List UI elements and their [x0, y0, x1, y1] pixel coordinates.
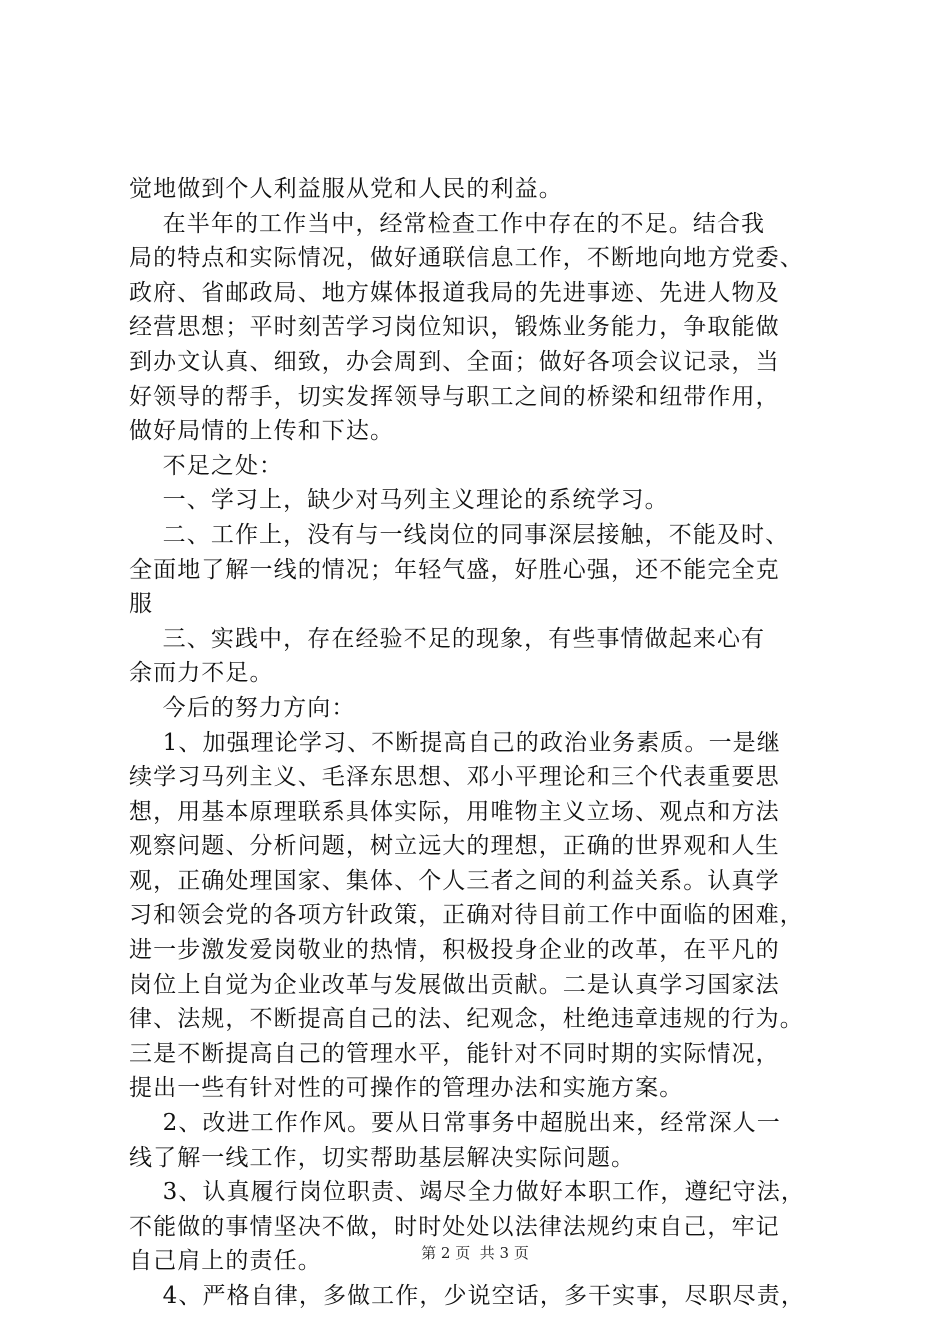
text-line: 进一步激发爱岗敬业的热情，积极投身企业的改革，在平凡的	[129, 937, 780, 964]
text-line: 全面地了解一线的情况；年轻气盛，好胜心强，还不能完全克	[129, 556, 780, 583]
text-line: 不能做的事情坚决不做，时时处处以法律法规约束自己，牢记	[129, 1213, 780, 1240]
text-line: 线了解一线工作，切实帮助基层解决实际问题。	[129, 1144, 636, 1171]
text-line: 律、法规，不断提高自己的法、纪观念，杜绝违章违规的行为。	[129, 1006, 804, 1033]
text-line: 想，用基本原理联系具体实际，用唯物主义立场、观点和方法	[129, 798, 780, 825]
text-line: 政府、省邮政局、地方媒体报道我局的先进事迹、先进人物及	[129, 279, 780, 306]
text-line: 观察问题、分析问题，树立远大的理想，正确的世界观和人生	[129, 833, 780, 860]
text-line: 今后的努力方向：	[129, 694, 356, 721]
text-line: 习和领会党的各项方针政策，正确对待目前工作中面临的困难，	[129, 902, 804, 929]
text-line: 到办文认真、细致，办会周到、全面；做好各项会议记录，当	[129, 348, 780, 375]
text-line: 二、工作上，没有与一线岗位的同事深层接触，不能及时、	[129, 521, 790, 548]
text-line: 续学习马列主义、毛泽东思想、邓小平理论和三个代表重要思	[129, 764, 780, 791]
text-line: 观，正确处理国家、集体、个人三者之间的利益关系。认真学	[129, 867, 780, 894]
text-line: 好领导的帮手，切实发挥领导与职工之间的桥梁和纽带作用，	[129, 383, 780, 410]
text-line: 1、加强理论学习、不断提高自己的政治业务素质。一是继	[129, 729, 781, 756]
text-line: 不足之处：	[129, 452, 284, 479]
text-line: 提出一些有针对性的可操作的管理办法和实施方案。	[129, 1075, 684, 1102]
text-line: 服	[129, 591, 154, 618]
text-line: 三、实践中，存在经验不足的现象，有些事情做起来心有	[129, 625, 766, 652]
page-number-footer: 第 2 页 共 3 页	[421, 1244, 529, 1262]
text-line: 在半年的工作当中，经常检查工作中存在的不足。结合我	[129, 210, 766, 237]
text-line: 4、严格自律，多做工作，少说空话，多干实事，尽职尽责，	[129, 1283, 805, 1309]
text-line: 自己肩上的责任。	[129, 1248, 322, 1275]
text-line: 经营思想；平时刻苦学习岗位知识，锻炼业务能力，争取能做	[129, 314, 780, 341]
text-line: 岗位上自觉为企业改革与发展做出贡献。二是认真学习国家法	[129, 971, 780, 998]
document-body	[129, 172, 829, 1314]
text-line: 局的特点和实际情况，做好通联信息工作，不断地向地方党委、	[129, 245, 804, 272]
text-line: 三是不断提高自己的管理水平，能针对不同时期的实际情况，	[129, 1040, 780, 1067]
text-line: 2、改进工作作风。要从日常事务中超脱出来，经常深人一	[129, 1110, 781, 1137]
text-line: 觉地做到个人利益服从党和人民的利益。	[129, 176, 563, 202]
text-line: 余而力不足。	[129, 660, 274, 687]
text-line: 做好局情的上传和下达。	[129, 418, 395, 445]
text-line: 3、认真履行岗位职责、竭尽全力做好本职工作，遵纪守法，	[129, 1179, 805, 1206]
text-line: 一、学习上，缺少对马列主义理论的系统学习。	[129, 487, 669, 514]
